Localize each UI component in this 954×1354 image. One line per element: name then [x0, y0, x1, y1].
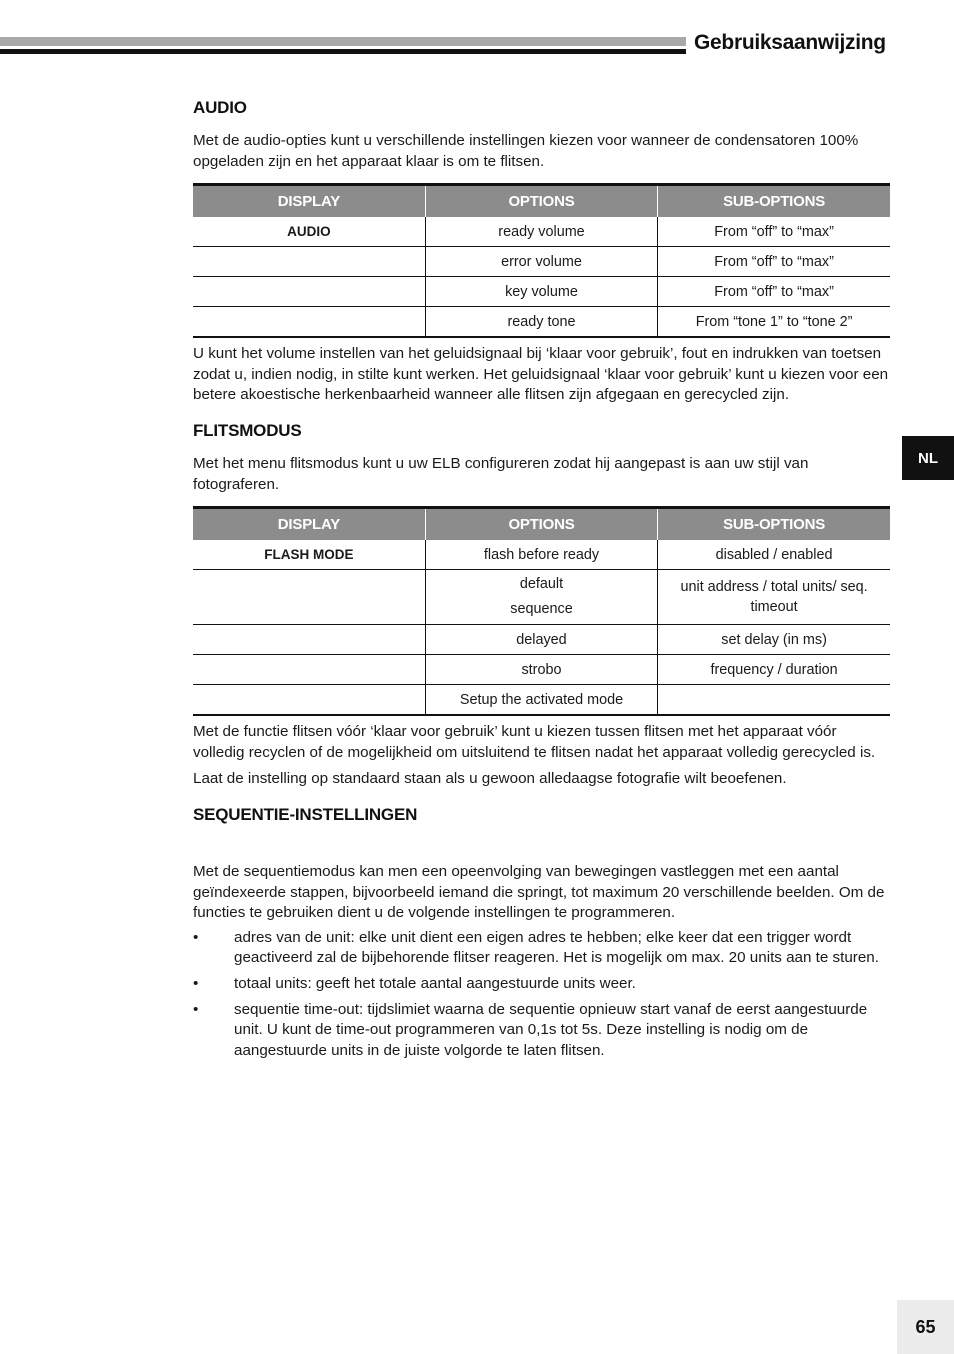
table-cell-sub-option: disabled / enabled [658, 540, 890, 570]
table-cell-option: key volume [425, 277, 657, 307]
table-cell-display: FLASH MODE [193, 540, 425, 570]
audio-explanation: U kunt het volume instellen van het geluidsignaal bij ‘klaar voor gebruik’, fout en indrukken van toetsen zodat u, indien nodig, in stilte kunt werken. Het geluidsignaal ‘klaar voor gebruik’ kunt u kiezen voor een betere akoestische herkenbaarheid wanneer alle flitsen zijn afgegaan en gerecycled zijn. [193, 345, 889, 404]
flash-mode-heading: FLITSMODUS [193, 420, 302, 440]
table-cell-option: strobo [425, 655, 657, 685]
language-tab: NL [902, 436, 954, 480]
option-line: sequence [510, 601, 573, 618]
table-cell-option: Setup the activated mode [425, 685, 657, 716]
list-item [193, 928, 890, 969]
audio-intro: Met de audio-opties kunt u verschillende instellingen kiezen voor wanneer de condensatoren 100% opgeladen zijn en het apparaat klaar is om te flitsen. [193, 132, 859, 170]
list-item-text: adres van de unit: elke unit dient een eigen adres te hebben; elke keer dat een trigger wordt geactiveerd zal de bijbehorende flitser reageren. Het is mogelijk om max. 20 units aan te sturen. [234, 928, 879, 967]
table-cell-sub-option: From “off” to “max” [658, 277, 890, 307]
table-header-row [193, 508, 890, 541]
table-row [193, 655, 890, 685]
table-cell-display [193, 625, 425, 655]
flash-mode-table [193, 506, 890, 716]
bullet-icon: • [193, 1000, 199, 1018]
table-cell-option: ready volume [425, 217, 657, 247]
header-rule-gray [0, 37, 686, 46]
column-header-options: OPTIONS [425, 508, 657, 541]
audio-heading: AUDIO [193, 98, 247, 117]
option-line: default [519, 576, 564, 593]
table-cell-display [193, 685, 425, 716]
table-row [193, 570, 890, 625]
list-item [193, 974, 890, 995]
table-cell-option: error volume [425, 247, 657, 277]
list-item-text: totaal units: geeft het totale aantal aangestuurde units weer. [234, 974, 636, 992]
column-header-display: DISPLAY [193, 508, 425, 541]
table-cell-display [193, 307, 425, 338]
list-item [193, 1000, 890, 1062]
table-cell-display [193, 655, 425, 685]
sequence-settings-list [193, 928, 890, 1062]
table-cell-sub-option [658, 685, 890, 716]
flash-mode-default-note: Laat de instelling op standaard staan als u gewoon alledaagse fotografie wilt beoefenen. [193, 770, 787, 788]
table-row [193, 247, 890, 277]
column-header-sub-options: SUB-OPTIONS [658, 185, 890, 218]
header-rule-black [0, 49, 686, 54]
table-cell-sub-option: unit address / total units/ seq. timeout [658, 570, 890, 625]
table-row [193, 277, 890, 307]
flash-mode-explanation: Met de functie flitsen vóór ‘klaar voor gebruik’ kunt u kiezen tussen flitsen met het apparaat vóór volledig recyclen of de mogelijkheid om uitsluitend te flitsen nadat het apparaat volledig gerecycled is. [193, 723, 876, 761]
table-row [193, 540, 890, 570]
column-header-display: DISPLAY [193, 185, 425, 218]
table-cell-sub-option: frequency / duration [658, 655, 890, 685]
table-cell-display: AUDIO [193, 217, 425, 247]
table-cell-option: ready tone [425, 307, 657, 338]
page-title: Gebruiksaanwijzing [694, 31, 886, 54]
audio-table [193, 183, 890, 338]
table-cell-display [193, 277, 425, 307]
sequence-intro: Met de sequentiemodus kan men een opeenvolging van bewegingen vastleggen met een aantal geïndexeerde stappen, bijvoorbeeld iemand die springt, tot maximum 20 verschillende beelden. Om de functies te gebruiken dient u de volgende instellingen te programmeren. [193, 862, 885, 922]
table-cell-display [193, 247, 425, 277]
table-cell-option: delayed [425, 625, 657, 655]
bullet-icon: • [193, 928, 199, 946]
table-cell-sub-option: set delay (in ms) [658, 625, 890, 655]
table-row [193, 625, 890, 655]
table-row [193, 685, 890, 716]
table-cell-sub-option: From “tone 1” to “tone 2” [658, 307, 890, 338]
column-header-options: OPTIONS [425, 185, 657, 218]
bullet-icon: • [193, 974, 199, 992]
table-row [193, 217, 890, 247]
table-row [193, 307, 890, 338]
table-cell-display [193, 570, 425, 625]
table-cell-sub-option: From “off” to “max” [658, 217, 890, 247]
page-content [193, 98, 890, 1061]
column-header-sub-options: SUB-OPTIONS [658, 508, 890, 541]
page-number: 65 [897, 1300, 954, 1354]
table-header-row [193, 185, 890, 218]
list-item-text: sequentie time-out: tijdslimiet waarna de sequentie opnieuw start vanaf de eerst aangestuurde unit. U kunt de time-out programmeren van 0,1s tot 5s. Deze instelling is nodig om de aangestuurde units in de juiste volgorde te laten flitsen. [234, 1000, 868, 1059]
table-cell-option: flash before ready [425, 540, 657, 570]
flash-mode-intro: Met het menu flitsmodus kunt u uw ELB configureren zodat hij aangepast is aan uw stijl van fotograferen. [193, 454, 809, 493]
table-cell-option [425, 570, 657, 625]
table-cell-sub-option: From “off” to “max” [658, 247, 890, 277]
sequence-heading: SEQUENTIE-INSTELLINGEN [193, 804, 418, 824]
